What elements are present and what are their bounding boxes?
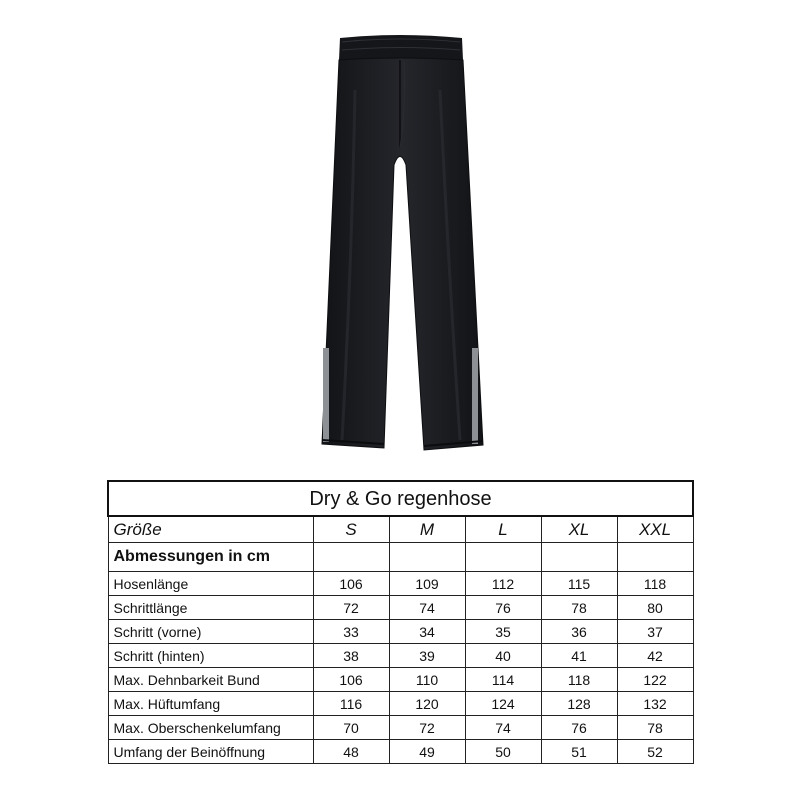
- measurement-label: Schrittlänge: [108, 596, 313, 620]
- measurement-value: 48: [313, 740, 389, 764]
- measurement-value: 109: [389, 572, 465, 596]
- measurement-value: 74: [465, 716, 541, 740]
- measurement-value: 118: [541, 668, 617, 692]
- size-header-row: [108, 516, 693, 543]
- measurement-value: 80: [617, 596, 693, 620]
- measurement-value: 132: [617, 692, 693, 716]
- measurement-value: 51: [541, 740, 617, 764]
- size-header-cell: M: [389, 516, 465, 543]
- measurement-value: 114: [465, 668, 541, 692]
- measurement-label: Umfang der Beinöffnung: [108, 740, 313, 764]
- measurement-value: 124: [465, 692, 541, 716]
- measurement-value: 112: [465, 572, 541, 596]
- empty-cell: [313, 543, 389, 572]
- measurement-value: 110: [389, 668, 465, 692]
- measurement-value: 33: [313, 620, 389, 644]
- empty-cell: [617, 543, 693, 572]
- measurement-value: 50: [465, 740, 541, 764]
- measurement-value: 39: [389, 644, 465, 668]
- measurement-label: Max. Hüftumfang: [108, 692, 313, 716]
- measurement-value: 70: [313, 716, 389, 740]
- measurement-value: 38: [313, 644, 389, 668]
- measurement-value: 128: [541, 692, 617, 716]
- size-header-cell: S: [313, 516, 389, 543]
- measurement-value: 34: [389, 620, 465, 644]
- table-row: [108, 740, 693, 764]
- measurement-value: 35: [465, 620, 541, 644]
- measurement-value: 52: [617, 740, 693, 764]
- table-row: [108, 572, 693, 596]
- table-row: [108, 716, 693, 740]
- size-header-cell: L: [465, 516, 541, 543]
- measurement-value: 76: [541, 716, 617, 740]
- right-reflective-strip: [472, 348, 478, 444]
- measurement-value: 41: [541, 644, 617, 668]
- table-row: [108, 644, 693, 668]
- table-row: [108, 596, 693, 620]
- measurement-value: 72: [389, 716, 465, 740]
- measurement-label: Schritt (vorne): [108, 620, 313, 644]
- size-header-label: Größe: [108, 516, 313, 543]
- measurement-value: 72: [313, 596, 389, 620]
- measurement-value: 115: [541, 572, 617, 596]
- table-title: Dry & Go regenhose: [108, 481, 693, 516]
- section-header-label: Abmessungen in cm: [108, 543, 313, 572]
- measurement-value: 120: [389, 692, 465, 716]
- measurement-label: Max. Dehnbarkeit Bund: [108, 668, 313, 692]
- left-reflective-strip: [323, 348, 329, 442]
- measurement-value: 42: [617, 644, 693, 668]
- table-row: [108, 692, 693, 716]
- product-image-rain-pants: [300, 30, 500, 455]
- measurement-value: 36: [541, 620, 617, 644]
- rain-pants-illustration: [300, 30, 500, 455]
- measurement-value: 116: [313, 692, 389, 716]
- measurement-value: 106: [313, 668, 389, 692]
- measurement-value: 78: [541, 596, 617, 620]
- section-header-row: [108, 543, 693, 572]
- empty-cell: [389, 543, 465, 572]
- size-chart-table: [107, 480, 694, 764]
- measurement-value: 37: [617, 620, 693, 644]
- table-title-row: [108, 481, 693, 516]
- size-header-cell: XL: [541, 516, 617, 543]
- measurement-value: 74: [389, 596, 465, 620]
- measurement-value: 76: [465, 596, 541, 620]
- measurement-value: 40: [465, 644, 541, 668]
- measurement-value: 122: [617, 668, 693, 692]
- empty-cell: [465, 543, 541, 572]
- empty-cell: [541, 543, 617, 572]
- measurement-value: 118: [617, 572, 693, 596]
- measurement-value: 106: [313, 572, 389, 596]
- size-header-cell: XXL: [617, 516, 693, 543]
- table-row: [108, 668, 693, 692]
- measurement-label: Schritt (hinten): [108, 644, 313, 668]
- measurement-label: Max. Oberschenkelumfang: [108, 716, 313, 740]
- measurement-value: 49: [389, 740, 465, 764]
- measurement-label: Hosenlänge: [108, 572, 313, 596]
- measurement-value: 78: [617, 716, 693, 740]
- table-row: [108, 620, 693, 644]
